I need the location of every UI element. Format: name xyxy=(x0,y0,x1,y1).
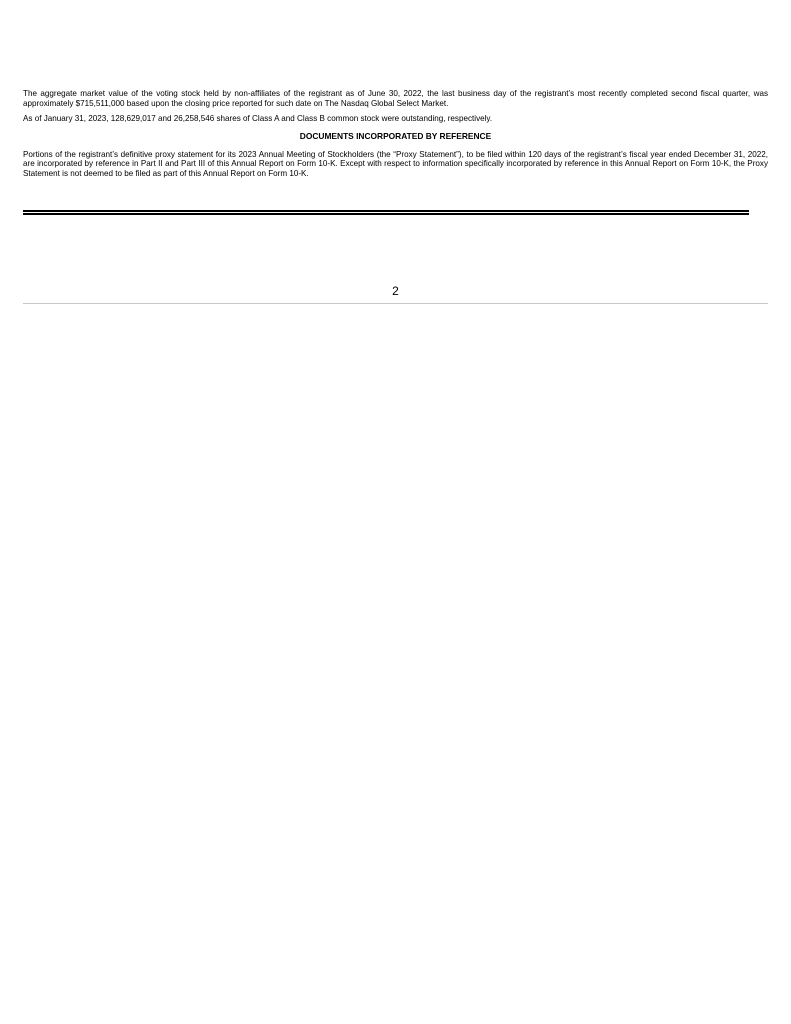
section-divider-double-rule xyxy=(23,210,749,215)
divider-line-bottom xyxy=(23,213,749,215)
page-footer-rule xyxy=(23,303,768,304)
documents-incorporated-heading: DOCUMENTS INCORPORATED BY REFERENCE xyxy=(299,130,492,141)
document-body xyxy=(23,89,768,179)
market-value-paragraph: The aggregate market value of the voting stock held by non-affiliates of the registrant as of June 30, 2022, the last business day of the registrant’s most recently completed second fiscal quarter, was approximately $715,511,000 based upon the closing price reported for such date on The Nasdaq Global Select Market. xyxy=(23,89,768,108)
page-number: 2 xyxy=(392,284,399,298)
incorporated-by-reference-paragraph: Portions of the registrant’s definitive proxy statement for its 2023 Annual Meeting of Stockholders (the “Proxy Statement”), to be filed within 120 days of the registrant’s fiscal year ended December 31, 2022, are incorporated by reference in Part II and Part III of this Annual Report on Form 10-K. Except with respect to information specifically incorporated by reference in this Annual Report on Form 10-K, the Proxy Statement is not deemed to be filed as part of this Annual Report on Form 10-K. xyxy=(23,149,768,178)
shares-outstanding-paragraph: As of January 31, 2023, 128,629,017 and 26,258,546 shares of Class A and Class B common stock were outstanding, respectively. xyxy=(23,114,493,124)
divider-line-top xyxy=(23,210,749,212)
